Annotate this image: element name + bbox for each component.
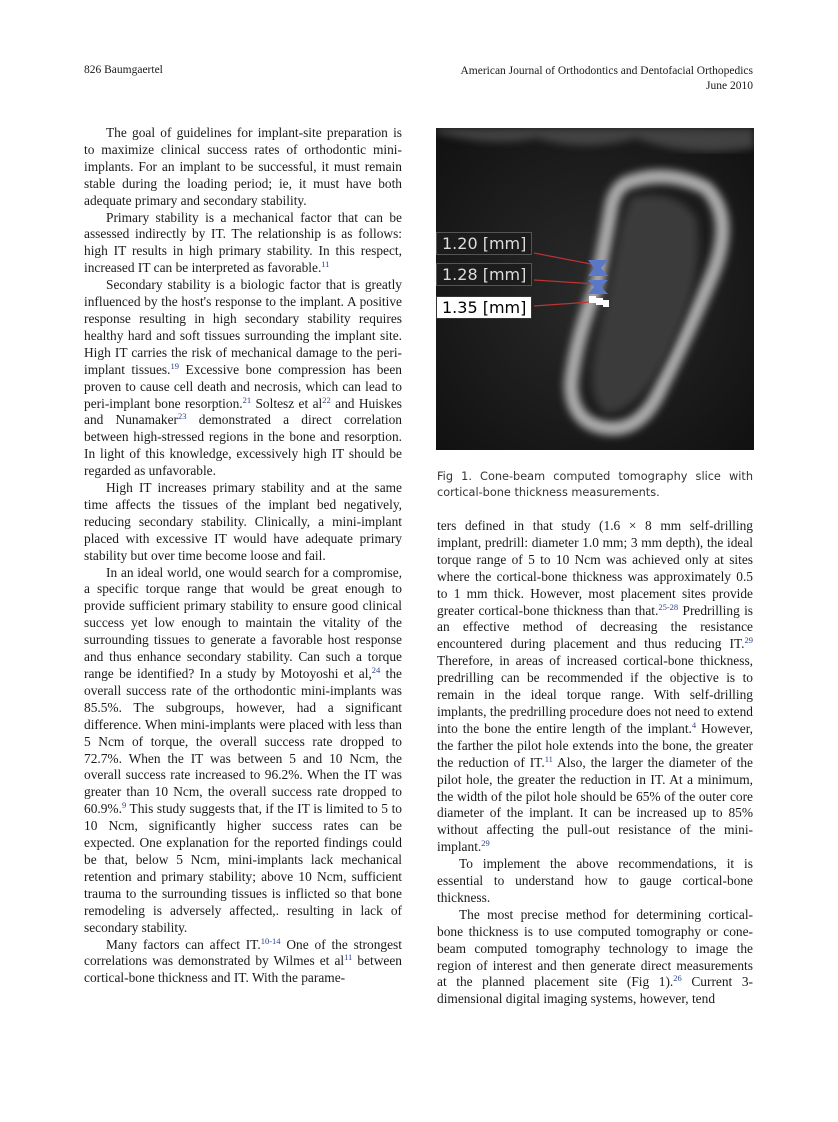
- text-run: The goal of guidelines for implant-site preparation is to maximize clinical success rates of orthodontic mini-implants. For an implant to be successful, it must remain stable during the loading period; ie, it must have both adequate primary and secondary stability.: [84, 125, 402, 208]
- paragraph: [84, 937, 402, 988]
- text-run: Primary stability is a mechanical factor that can be assessed indirectly by IT. The relationship is as follows: high IT results in high primary stability. In this respect, increased IT can be interpreted as favorable.: [84, 209, 402, 276]
- text-run: This study suggests that, if the IT is limited to 5 to 10 Ncm, significantly higher success rates can be expected. One explanation for the reported findings could be that, below 5 Ncm, mini-implants lack mechanical retention and primary stability; above 10 Ncm, sufficient trauma to the surrounding tissues is inflicted so that bone remodeling is adversely affected,. resulting in lack of secondary stability.: [84, 801, 402, 935]
- citation-superscript: 29: [744, 635, 753, 646]
- figure-cbct-image: [436, 128, 754, 450]
- citation-superscript: 22: [322, 394, 331, 405]
- paragraph: [84, 565, 402, 937]
- text-run: Excessive bone compression has been proven to cause cell death and necrosis, which can lead to peri-implant bone resorption.: [84, 361, 402, 411]
- measurement-label: 1.20 [mm]: [436, 232, 532, 255]
- citation-superscript: 23: [178, 411, 187, 422]
- text-run: demonstrated a direct correlation between high-stressed regions in the bone and resorption. In light of this knowledge, excessively high IT should be regarded as unfavorable.: [84, 412, 402, 479]
- citation-superscript: 29: [481, 838, 490, 849]
- paragraph: [437, 518, 753, 856]
- citation-superscript: 19: [170, 360, 179, 371]
- cbct-slice-image: [436, 128, 754, 450]
- left-column: [84, 125, 402, 987]
- paragraph: [437, 856, 753, 907]
- running-header-left: 826 Baumgaertel: [84, 64, 163, 76]
- text-run: Secondary stability is a biologic factor that is greatly influenced by the host's response to the implant. A positive response resulting in high secondary stability requires healthy hard and soft tissues surrounding the implant site. High IT carries the risk of mechanical damage to the peri-implant tissues.: [84, 277, 402, 377]
- text-run: ters defined in that study (1.6 × 8 mm self-drilling implant, predrill: diameter 1.0 mm; 3 mm depth), the ideal torque range of 5 to 10 Ncm was achieved only at sites where the cortical-bone thickness was approximately 0.5 to 1 mm thick. However, most placement sites provide greater cortical-bone thickness than that.: [437, 518, 753, 618]
- running-header-right: [460, 64, 753, 94]
- text-run: between cortical-bone thickness and IT. With the parame-: [84, 953, 402, 986]
- citation-superscript: 26: [673, 973, 682, 984]
- text-run: and Huiskes and Nunamaker: [84, 395, 402, 428]
- paragraph: [84, 277, 402, 480]
- citation-superscript: 25-28: [658, 601, 679, 612]
- paragraph: [84, 125, 402, 210]
- text-run: High IT increases primary stability and at the same time affects the tissues of the implant bed negatively, reducing secondary stability. Clinically, a mini-implant placed with excessive IT would have adequate primary stability but over time become loose and fail.: [84, 480, 402, 563]
- paragraph: [84, 480, 402, 565]
- text-run: However, the farther the pilot hole extends into the bone, the greater the reduction of IT.: [437, 720, 753, 770]
- text-run: Many factors can affect IT.: [106, 936, 261, 952]
- issue-date: June 2010: [706, 80, 753, 92]
- text-run: Predrilling is an effective method of decreasing the resistance encountered during placement and thus reducing IT.: [437, 602, 754, 652]
- text-run: Also, the larger the diameter of the pilot hole, the greater the reduction in IT. At a minimum, the width of the pilot hole should be 65% of the outer core diameter of the implant. It can be increased up to 85% without affecting the pull-out resistance of the mini-implant.: [437, 754, 754, 855]
- citation-superscript: 10-14: [260, 935, 281, 946]
- citation-superscript: 24: [371, 665, 381, 675]
- paragraph: [84, 210, 402, 278]
- text-run: One of the strongest correlations was demonstrated by Wilmes et al: [84, 936, 402, 969]
- citation-superscript: 4: [691, 719, 697, 730]
- measurement-label: 1.28 [mm]: [436, 263, 532, 286]
- text-run: the overall success rate of the orthodontic mini-implants was 85.5%. The subgroups, however, had a significant difference. When mini-implants were placed with less than 5 Ncm of torque, the overall success rate dropped to 72.7%. When the IT was between 5 and 10 Ncm, the overall success rate increased to 96.2%. When the IT was greater than 10 Ncm, the overall success rate dropped to 60.9%.: [84, 666, 402, 817]
- citation-superscript: 9: [121, 800, 127, 811]
- text-run: Current 3-dimensional digital imaging systems, however, tend: [437, 974, 754, 1007]
- citation-superscript: 11: [344, 952, 353, 963]
- text-run: In an ideal world, one would search for a compromise, a specific torque range that would be great enough to provide sufficient primary stability to ensure good clinical success yet low enough to maintain the vitality of the surrounding tissues to generate a favorable host response and thus enhance secondary stability. Can such a torque range be identified? In a study by Motoyoshi et al,: [84, 564, 402, 681]
- citation-superscript: 21: [242, 394, 252, 405]
- citation-superscript: 11: [544, 753, 553, 764]
- paragraph: [437, 907, 753, 1008]
- text-run: The most precise method for determining cortical-bone thickness is to use computed tomography or cone-beam computed tomography technology to image the region of interest and then generate direct measurements at the planned placement site (Fig 1).: [437, 906, 753, 990]
- text-run: Therefore, in areas of increased cortical-bone thickness, predrilling can be recommended if the objective is to remain in the ideal torque range. With self-drilling implants, the predrilling procedure does not need to extend into the bone the entire length of the implant.: [437, 653, 753, 736]
- text-run: To implement the above recommendations, it is essential to understand how to gauge cortical-bone thickness.: [437, 856, 753, 905]
- citation-superscript: 11: [321, 259, 330, 270]
- measurement-label-selected: 1.35 [mm]: [436, 296, 532, 319]
- right-column: [437, 518, 753, 1008]
- text-run: Soltesz et al: [251, 395, 323, 411]
- figure-caption: Fig 1. Cone-beam computed tomography slice with cortical-bone thickness measurements.: [437, 470, 753, 499]
- journal-title: American Journal of Orthodontics and Dentofacial Orthopedics: [460, 65, 753, 77]
